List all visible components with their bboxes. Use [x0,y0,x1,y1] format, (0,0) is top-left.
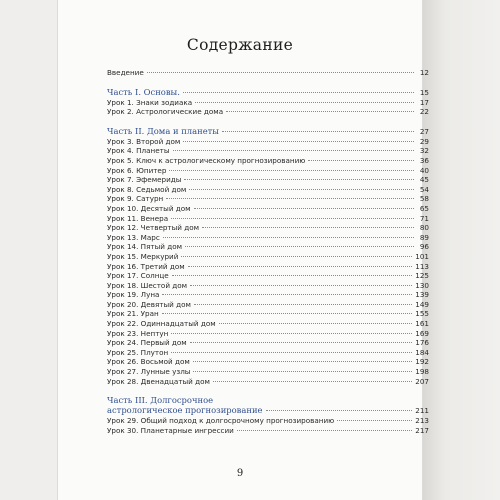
dot-leader [226,111,414,112]
table-of-contents [107,68,429,435]
part-1-lessons [107,98,429,117]
toc-lesson-entry [107,271,429,281]
lesson-page: 65 [419,203,429,213]
lesson-page: 125 [415,271,429,281]
dot-leader [171,333,412,334]
toc-lesson-entry [107,98,429,108]
dot-leader [185,246,414,247]
dot-leader [194,208,414,209]
dot-leader [162,294,412,295]
part-3-lessons [107,416,429,435]
dot-leader [219,323,413,324]
dot-leader [337,420,412,421]
dot-leader [202,227,414,228]
dot-leader [184,179,414,180]
lesson-page: 58 [419,194,429,204]
lesson-page: 149 [415,299,429,309]
dot-leader [237,430,412,431]
toc-lesson-entry [107,204,429,214]
toc-lesson-entry [107,194,429,204]
dot-leader [172,275,413,276]
lesson-page: 29 [419,136,429,146]
lesson-label: Урок 2. Астрологические дома [107,107,224,117]
lesson-page: 130 [415,280,429,290]
toc-lesson-entry [107,357,429,367]
lesson-label: Урок 12. Четвертый дом [107,223,200,233]
lesson-label: Урок 15. Меркурий [107,251,179,261]
part-label-line2: астрологическое прогнозирование [107,405,263,416]
lesson-label: Урок 18. Шестой дом [107,280,188,290]
part-2-lessons [107,137,429,386]
lesson-label: Урок 20. Девятый дом [107,299,191,309]
part-page: 211 [415,406,429,416]
toc-lesson-entry [107,290,429,300]
lesson-label: Урок 10. Десятый дом [107,203,191,213]
lesson-page: 161 [415,319,429,329]
dot-leader [171,218,414,219]
toc-lesson-entry [107,416,429,426]
dot-leader [147,72,414,73]
lesson-page: 22 [419,107,429,117]
dot-leader [193,361,413,362]
lesson-page: 89 [419,232,429,242]
lesson-page: 54 [419,184,429,194]
dot-leader [169,170,414,171]
toc-lesson-entry [107,146,429,156]
dot-leader [190,342,413,343]
page-number: 9 [236,468,244,479]
toc-lesson-entry [107,377,429,387]
left-page-edge [0,0,58,500]
lesson-page: 32 [419,146,429,156]
lesson-page: 113 [415,261,429,271]
lesson-label: Урок 5. Ключ к астрологическому прогнозированию [107,155,306,165]
lesson-page: 80 [419,223,429,233]
toc-lesson-entry [107,107,429,117]
lesson-label: Урок 19. Луна [107,290,160,300]
lesson-label: Урок 29. Общий подход к долгосрочному прогнозированию [107,416,335,426]
lesson-label: Урок 8. Седьмой дом [107,184,187,194]
lesson-label: Урок 17. Солнце [107,271,169,281]
lesson-label: Урок 11. Венера [107,213,169,223]
lesson-label: Урок 4. Планеты [107,146,170,156]
lesson-label: Урок 25. Плутон [107,347,169,357]
lesson-page: 96 [419,242,429,252]
toc-entry-intro [107,68,429,78]
toc-lesson-entry [107,300,429,310]
lesson-page: 17 [419,97,429,107]
lesson-page: 155 [415,309,429,319]
lesson-label: Урок 3. Второй дом [107,136,181,146]
dot-leader [173,150,415,151]
dot-leader [190,285,412,286]
page-title: Содержание [186,36,294,54]
part-page: 15 [419,87,429,97]
lesson-label: Урок 16. Третий дом [107,261,185,271]
toc-lesson-entry [107,367,429,377]
lesson-page: 139 [415,290,429,300]
dot-leader [163,237,414,238]
part-label-line1: Часть III. Долгосрочное [107,395,214,406]
lesson-page: 217 [415,425,429,435]
dot-leader [183,141,414,142]
lesson-label: Урок 30. Планетарные ингрессии [107,425,234,435]
dot-leader [222,131,414,132]
lesson-page: 40 [419,165,429,175]
toc-lesson-entry [107,281,429,291]
dot-leader [171,352,412,353]
dot-leader [188,266,413,267]
lesson-page: 71 [419,213,429,223]
toc-part-3 [107,395,429,416]
book-page [58,0,429,500]
lesson-label: Урок 22. Одиннадцатый дом [107,319,216,329]
lesson-page: 192 [415,357,429,367]
lesson-label: Урок 7. Эфемериды [107,175,182,185]
lesson-page: 198 [415,367,429,377]
toc-lesson-entry [107,223,429,233]
lesson-page: 101 [415,251,429,261]
lesson-page: 184 [415,347,429,357]
part-page: 27 [419,126,429,136]
toc-part-1 [107,87,429,98]
right-page-edge [422,0,500,500]
lesson-label: Урок 14. Пятый дом [107,242,183,252]
toc-lesson-entry [107,348,429,358]
toc-lesson-entry [107,137,429,147]
dot-leader [166,198,414,199]
part-label: Часть II. Дома и планеты [107,125,219,136]
lesson-page: 169 [415,328,429,338]
lesson-page: 36 [419,155,429,165]
toc-lesson-entry [107,233,429,243]
dot-leader [183,92,414,93]
dot-leader [162,313,413,314]
toc-lesson-entry [107,214,429,224]
lesson-label: Урок 27. Лунные узлы [107,367,191,377]
toc-lesson-entry [107,156,429,166]
dot-leader [308,160,414,161]
lesson-label: Урок 6. Юпитер [107,165,167,175]
dot-leader [189,189,414,190]
dot-leader [195,102,414,103]
toc-lesson-entry [107,262,429,272]
dot-leader [266,410,413,411]
dot-leader [193,371,412,372]
dot-leader [181,256,412,257]
lesson-page: 213 [415,416,429,426]
toc-part-2 [107,126,429,137]
toc-lesson-entry [107,319,429,329]
toc-lesson-entry [107,252,429,262]
lesson-label: Урок 21. Уран [107,309,159,319]
toc-lesson-entry [107,329,429,339]
lesson-label: Урок 26. Восьмой дом [107,357,190,367]
toc-lesson-entry [107,309,429,319]
part-label: Часть I. Основы. [107,86,180,97]
lesson-label: Урок 23. Нептун [107,328,169,338]
lesson-page: 176 [415,338,429,348]
lesson-page: 45 [419,175,429,185]
lesson-label: Урок 13. Марс [107,232,160,242]
toc-lesson-entry [107,338,429,348]
lesson-label: Урок 9. Сатурн [107,194,164,204]
lesson-label: Урок 28. Двенадцатый дом [107,376,210,386]
toc-lesson-entry [107,242,429,252]
toc-lesson-entry [107,185,429,195]
dot-leader [213,381,412,382]
lesson-label: Урок 1. Знаки зодиака [107,97,193,107]
dot-leader [194,304,412,305]
toc-entry-label: Введение [107,68,144,77]
lesson-label: Урок 24. Первый дом [107,338,187,348]
lesson-page: 207 [415,376,429,386]
toc-lesson-entry [107,166,429,176]
toc-entry-page: 12 [419,68,429,77]
toc-lesson-entry [107,175,429,185]
toc-lesson-entry [107,426,429,436]
